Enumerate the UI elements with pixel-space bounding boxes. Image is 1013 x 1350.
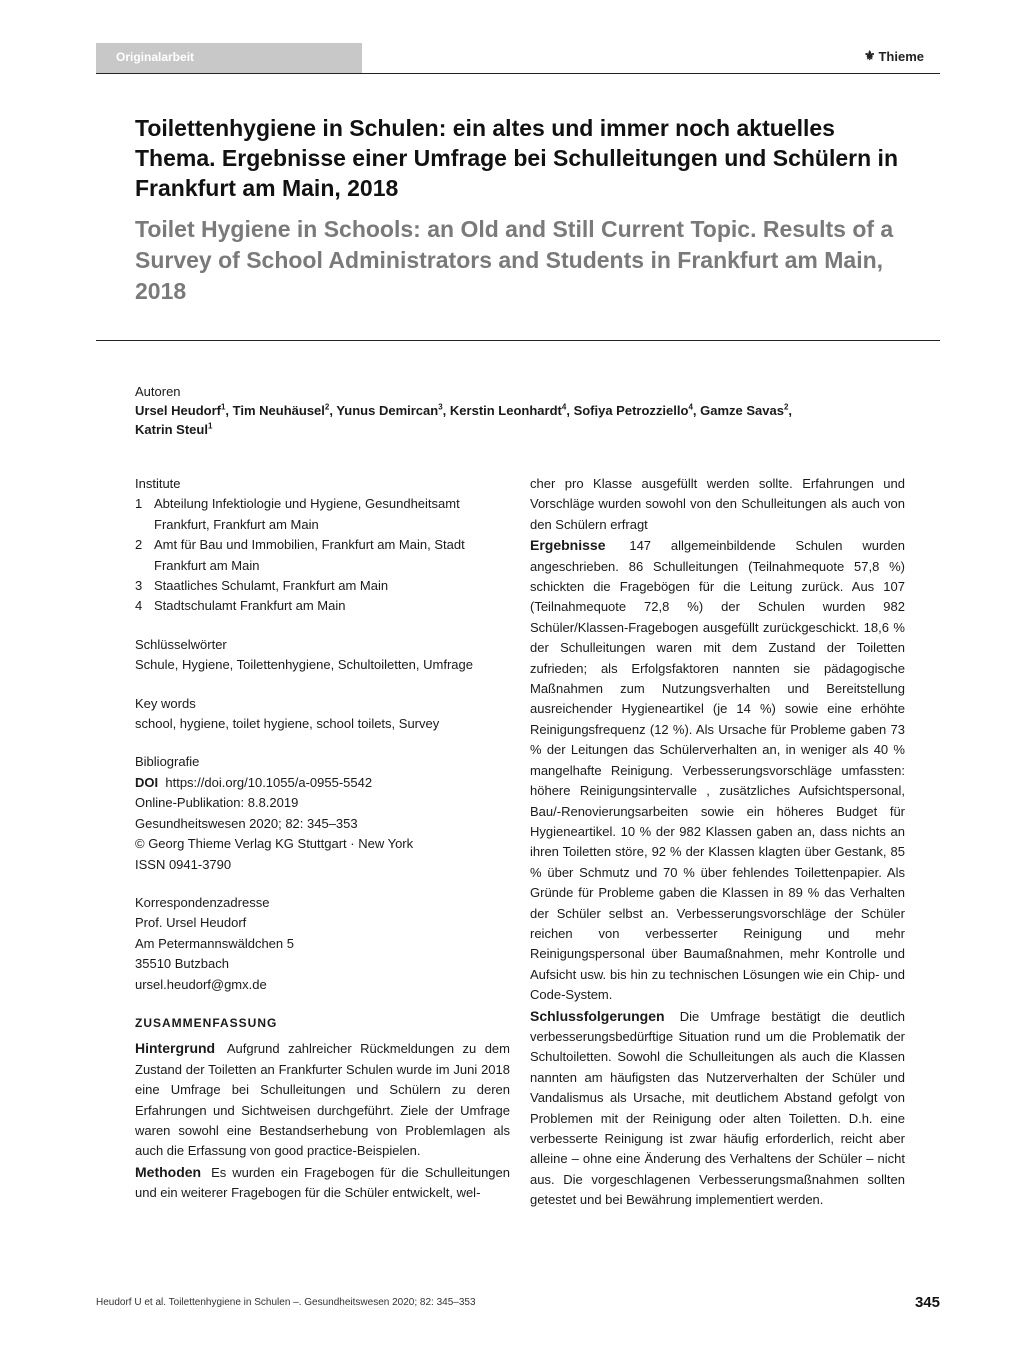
title-english: Toilet Hygiene in Schools: an Old and Still Current Topic. Results of a Survey of School Administrators and Students in Frankfurt am Main, 2018 [135,216,894,304]
correspondence-block [135,893,510,995]
online-publication: Online-Publikation: 8.8.2019 [135,795,299,811]
correspondence-label: Korrespondenzadresse [135,894,270,910]
conclusions-heading: Schlussfolgerungen [530,1007,665,1024]
section-tab [96,43,362,73]
keywords-english-block [135,694,510,735]
keywords-german-label: Schlüsselwörter [135,636,227,652]
institute-text: Amt für Bau und Immobilien, Frankfurt am Main, Stadt Frankfurt am Main [154,537,465,573]
page-number: 345 [914,1294,940,1311]
institute-text: Abteilung Infektiologie und Hygiene, Gesundheitsamt Frankfurt, Frankfurt am Main [154,496,460,532]
author-name: Ursel Heudorf [135,403,221,418]
doi-line [135,773,510,793]
author-name: Sofiya Petrozziello [573,403,689,418]
correspondence-email[interactable]: ursel.heudorf@gmx.de [135,976,267,992]
author-name: Gamze Savas [700,403,784,418]
keywords-german-text: Schule, Hygiene, Toilettenhygiene, Schultoiletten, Umfrage [135,657,473,673]
institutes-block [135,474,510,617]
author-separator: , [442,403,450,418]
authors-list [135,401,895,439]
publisher-logo [864,48,924,64]
thieme-crest-icon: ⚜ [863,48,876,63]
background-text: Aufgrund zahlreicher Rückmeldungen zu dem Zustand der Toiletten an Frankfurter Schulen wurde im Juni 2018 eine Umfrage bei Schulleitungen und Schülern zu deren Erfahrungen und Sichtweisen durchgeführt. Ziele der Umfrage waren sowohl eine Bestandserhebung von Problemlagen als auch die Erfassung von good practice-Beispielen. [135,1041,510,1159]
institute-number: 3 [135,578,143,594]
right-column [530,474,905,1211]
correspondence-city: 35510 Butzbach [135,956,229,972]
left-column [135,474,510,1204]
author-affiliation: 4 [561,402,567,412]
issn: ISSN 0941-3790 [135,856,232,872]
institute-text: Stadtschulamt Frankfurt am Main [154,598,346,614]
institute-item [135,596,510,616]
author-affiliation: 1 [220,402,226,412]
title-german: Toilettenhygiene in Schulen: ein altes und immer noch aktuelles Thema. Ergebnisse einer Umfrage bei Schulleitungen und Schülern in Frankfurt am Main, 2018 [135,115,898,201]
authors-label: Autoren [135,384,181,399]
bibliography-label: Bibliografie [135,754,200,770]
author-affiliation: 3 [438,402,443,412]
author-name: Kerstin Leonhardt [449,403,562,418]
author-separator: , [566,403,574,418]
author-separator: , [329,403,337,418]
author-affiliation: 4 [688,402,693,412]
institute-item [135,576,510,596]
abstract-methods [135,1162,510,1204]
correspondence-name: Prof. Ursel Heudorf [135,915,247,931]
results-text: 147 allgemeinbildende Schulen wurden angeschrieben. 86 Schulleitungen (Teilnahmequote 57,8 %) schickten die Fragebögen für die Leitung zurück. Aus 107 (Teilnahmequote 72,8 %) der Schulen wurden 982 Schüler/Klassen-Fragebogen ausgefüllt zurückgeschickt. 18,6 % der Schulleitungen waren mit dem Zustand der Toiletten zufrieden; als Erfolgsfaktoren nannten sie pädagogische Maßnahmen zum Nutzungsverhalten und Bereitstellung ausreichender Hygieneartikel (je 14 %) sowie eine erhöhte Reinigungsfrequenz (12 %). Als Ursache für Probleme gaben 73 % der Leitungen das Schülerverhalten an, in weniger als 40 % mangelhafte Reinigung. Verbesserungsvorschläge umfassten: höhere Reinigungsintervalle , zusätzliches Aufsichtspersonal, Bau/-Renovierungsarbeiten sowie ein höheres Budget für Hygieneartikel. 10 % der 982 Klassen gaben an, dass nichts an ihren Toiletten störe, 92 % der Klassen klagten über Gestank, 85 % über Schmutz und 70 % über fehlendes Toilettenpapier. Als Gründe für Probleme gaben die Klassen in 89 % das Verhalten der Schüler selbst an. Verbesserungsvorschläge der Schüler reichen von verbesserter Reinigung und mehr Reinigungspersonal über Baumaßnahmen, mehr Kontrolle und Aufsicht usw. bis hin zu technischen Lösungen wie ein Chip- und Code-System. [530,538,905,1003]
footer-citation: Heudorf U et al. Toilettenhygiene in Schulen –. Gesundheitswesen 2020; 82: 345–353 [96,1297,476,1308]
institute-item [135,535,510,576]
author-separator: , [225,403,233,418]
keywords-german-block [135,635,510,676]
abstract-heading: ZUSAMMENFASSUNG [135,1015,278,1030]
methods-heading: Methoden [135,1163,202,1180]
correspondence-street: Am Petermannswäldchen 5 [135,935,294,951]
copyright: © Georg Thieme Verlag KG Stuttgart · New York [135,836,414,852]
author-affiliation: 2 [324,402,330,412]
author-name: Katrin Steul [135,422,208,437]
institute-number: 4 [135,598,143,614]
journal-reference: Gesundheitswesen 2020; 82: 345–353 [135,815,358,831]
author-name: Yunus Demircan [336,403,439,418]
institute-text: Staatliches Schulamt, Frankfurt am Main [154,578,389,594]
institute-item [135,494,510,535]
author-separator: , [788,403,793,418]
institute-number: 2 [135,537,143,553]
abstract-background [135,1038,510,1161]
results-heading: Ergebnisse [530,537,606,554]
author-separator: , [692,403,701,418]
doi-label: DOI [135,774,159,790]
title-divider [96,340,940,341]
abstract-conclusions [530,1006,905,1211]
bibliography-block [135,752,510,874]
methods-continued: cher pro Klasse ausgefüllt werden sollte. Erfahrungen und Vorschläge wurden sowohl von den Schulleitungen als auch von den Schülern erfragt [530,476,905,532]
doi-link[interactable]: https://doi.org/10.1055/a-0955-5542 [165,774,373,790]
section-tab-label: Originalarbeit [116,50,195,64]
conclusions-text: Die Umfrage bestätigt die deutlich verbesserungsbedürftige Situation rund um die Problematik der Schultoiletten. Sowohl die Schulleitungen als auch die Klassen nannten am häufigsten das Nutzerverhalten der Schüler und Vandalismus als Ursache, mit deutlichem Abstand gefolgt von Problemen mit der Reinigung oder alten Toiletten. D.h. eine verbesserte Reinigung ist zwar häufig erforderlich, reicht aber alleine – ohne eine Änderung des Verhaltens der Schüler – nicht aus. Die vorgeschlagenen Verbesserungsmaßnahmen sollten getestet und bei Bewährung implementiert werden. [530,1008,905,1208]
institutes-label: Institute [135,476,181,491]
keywords-english-text: school, hygiene, toilet hygiene, school toilets, Survey [135,716,440,732]
header-rule [96,73,940,74]
author-affiliation: 1 [207,421,213,431]
keywords-english-label: Key words [135,695,196,711]
methods-text: Es wurden ein Fragebogen für die Schulleitungen und ein weiterer Fragebogen für die Schüler entwickelt, wel- [135,1164,510,1201]
abstract-results [530,535,905,1005]
author-name: Tim Neuhäusel [232,403,325,418]
institute-number: 1 [135,496,143,512]
author-affiliation: 2 [783,402,789,412]
authors-block [135,382,895,439]
background-heading: Hintergrund [135,1040,216,1057]
publisher-name: Thieme [878,48,924,64]
